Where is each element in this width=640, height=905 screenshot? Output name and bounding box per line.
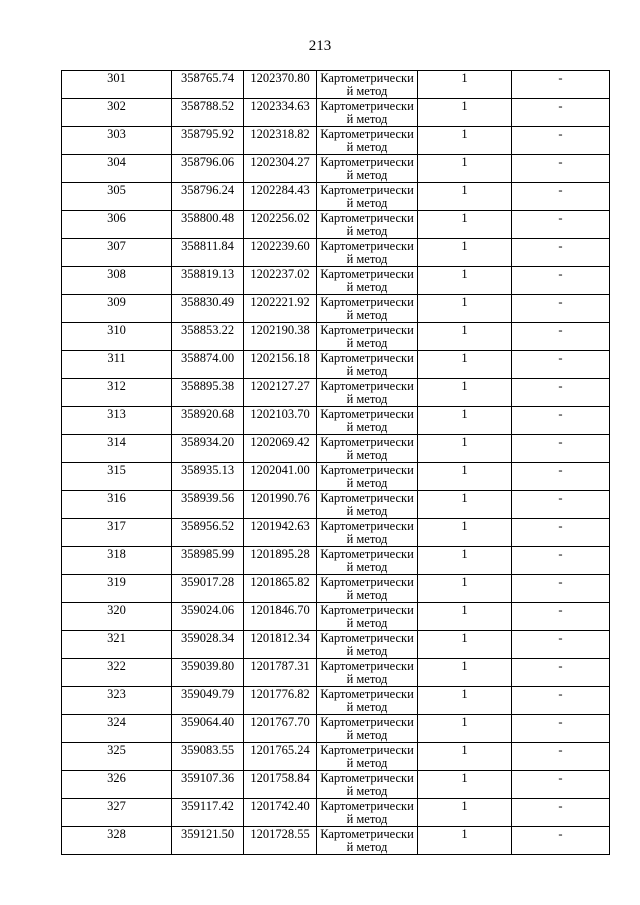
point-number: 313 (62, 407, 172, 435)
point-number: 314 (62, 435, 172, 463)
coordinates-table (61, 70, 610, 855)
accuracy-cell: 1 (418, 771, 512, 799)
point-number: 305 (62, 183, 172, 211)
coord-y: 1201758.84 (244, 771, 317, 799)
method-line-2: й метод (346, 504, 388, 518)
accuracy-cell: 1 (418, 631, 512, 659)
method-line-2: й метод (346, 532, 388, 546)
method-cell (317, 491, 418, 519)
table-row (62, 239, 610, 267)
method-line-1: Картометрически (320, 323, 414, 337)
table-row (62, 743, 610, 771)
accuracy-cell: 1 (418, 295, 512, 323)
method-line-2: й метод (346, 364, 388, 378)
coord-x: 359049.79 (172, 687, 244, 715)
coord-y: 1202221.92 (244, 295, 317, 323)
coord-y: 1201865.82 (244, 575, 317, 603)
method-line-2: й метод (346, 336, 388, 350)
point-number: 319 (62, 575, 172, 603)
coord-x: 359064.40 (172, 715, 244, 743)
note-cell: - (512, 211, 610, 239)
method-cell (317, 799, 418, 827)
method-line-2: й метод (346, 420, 388, 434)
accuracy-cell: 1 (418, 687, 512, 715)
coord-x: 358788.52 (172, 99, 244, 127)
method-line-1: Картометрически (320, 71, 414, 85)
accuracy-cell: 1 (418, 155, 512, 183)
coord-x: 358765.74 (172, 71, 244, 99)
point-number: 323 (62, 687, 172, 715)
coord-y: 1202237.02 (244, 267, 317, 295)
method-cell (317, 519, 418, 547)
table-row (62, 799, 610, 827)
coord-x: 358800.48 (172, 211, 244, 239)
page-number: 213 (308, 38, 332, 54)
method-line-2: й метод (346, 560, 388, 574)
note-cell: - (512, 771, 610, 799)
note-cell: - (512, 743, 610, 771)
point-number: 306 (62, 211, 172, 239)
point-number: 308 (62, 267, 172, 295)
note-cell: - (512, 659, 610, 687)
coord-y: 1201895.28 (244, 547, 317, 575)
coord-x: 358874.00 (172, 351, 244, 379)
accuracy-cell: 1 (418, 323, 512, 351)
accuracy-cell: 1 (418, 827, 512, 855)
table-row (62, 407, 610, 435)
coord-x: 359107.36 (172, 771, 244, 799)
method-line-2: й метод (346, 224, 388, 238)
method-line-1: Картометрически (320, 267, 414, 281)
method-line-2: й метод (346, 812, 388, 826)
point-number: 317 (62, 519, 172, 547)
note-cell: - (512, 435, 610, 463)
coord-y: 1202318.82 (244, 127, 317, 155)
accuracy-cell: 1 (418, 379, 512, 407)
note-cell: - (512, 631, 610, 659)
table-row (62, 491, 610, 519)
method-line-1: Картометрически (320, 155, 414, 169)
note-cell: - (512, 463, 610, 491)
coord-y: 1202334.63 (244, 99, 317, 127)
method-cell (317, 659, 418, 687)
method-line-1: Картометрически (320, 519, 414, 533)
coord-y: 1201776.82 (244, 687, 317, 715)
method-line-2: й метод (346, 728, 388, 742)
note-cell: - (512, 295, 610, 323)
method-cell (317, 827, 418, 855)
coord-x: 359121.50 (172, 827, 244, 855)
coord-y: 1202041.00 (244, 463, 317, 491)
point-number: 303 (62, 127, 172, 155)
method-cell (317, 379, 418, 407)
point-number: 325 (62, 743, 172, 771)
method-cell (317, 575, 418, 603)
coord-x: 359024.06 (172, 603, 244, 631)
method-line-1: Картометрически (320, 827, 414, 841)
coord-y: 1201846.70 (244, 603, 317, 631)
coord-x: 358796.06 (172, 155, 244, 183)
accuracy-cell: 1 (418, 743, 512, 771)
method-line-1: Картометрически (320, 491, 414, 505)
coord-x: 358985.99 (172, 547, 244, 575)
coord-y: 1202127.27 (244, 379, 317, 407)
table-row (62, 435, 610, 463)
method-line-2: й метод (346, 588, 388, 602)
method-cell (317, 211, 418, 239)
point-number: 312 (62, 379, 172, 407)
method-cell (317, 351, 418, 379)
coord-y: 1202304.27 (244, 155, 317, 183)
coord-y: 1201942.63 (244, 519, 317, 547)
coord-x: 358811.84 (172, 239, 244, 267)
coord-y: 1202156.18 (244, 351, 317, 379)
coord-x: 358819.13 (172, 267, 244, 295)
coord-y: 1201990.76 (244, 491, 317, 519)
method-cell (317, 463, 418, 491)
method-line-2: й метод (346, 252, 388, 266)
method-cell (317, 771, 418, 799)
method-cell (317, 99, 418, 127)
point-number: 302 (62, 99, 172, 127)
method-line-2: й метод (346, 308, 388, 322)
note-cell: - (512, 239, 610, 267)
coord-x: 359117.42 (172, 799, 244, 827)
method-cell (317, 547, 418, 575)
coord-x: 358920.68 (172, 407, 244, 435)
accuracy-cell: 1 (418, 575, 512, 603)
note-cell: - (512, 407, 610, 435)
accuracy-cell: 1 (418, 211, 512, 239)
method-cell (317, 71, 418, 99)
table-row (62, 211, 610, 239)
method-line-1: Картометрически (320, 183, 414, 197)
method-line-1: Картометрически (320, 687, 414, 701)
table-row (62, 71, 610, 99)
coord-x: 358830.49 (172, 295, 244, 323)
coord-x: 358796.24 (172, 183, 244, 211)
coord-x: 359017.28 (172, 575, 244, 603)
accuracy-cell: 1 (418, 267, 512, 295)
table-row (62, 687, 610, 715)
coord-x: 359028.34 (172, 631, 244, 659)
method-line-1: Картометрически (320, 295, 414, 309)
method-line-2: й метод (346, 112, 388, 126)
coord-x: 358934.20 (172, 435, 244, 463)
accuracy-cell: 1 (418, 407, 512, 435)
coord-y: 1202256.02 (244, 211, 317, 239)
coord-x: 358939.56 (172, 491, 244, 519)
coord-y: 1201767.70 (244, 715, 317, 743)
accuracy-cell: 1 (418, 435, 512, 463)
method-line-1: Картометрически (320, 435, 414, 449)
table-row (62, 771, 610, 799)
method-line-2: й метод (346, 448, 388, 462)
point-number: 301 (62, 71, 172, 99)
coord-y: 1201765.24 (244, 743, 317, 771)
coord-x: 358895.38 (172, 379, 244, 407)
method-cell (317, 715, 418, 743)
method-cell (317, 267, 418, 295)
method-cell (317, 239, 418, 267)
method-line-2: й метод (346, 700, 388, 714)
coord-y: 1202190.38 (244, 323, 317, 351)
method-line-2: й метод (346, 280, 388, 294)
note-cell: - (512, 603, 610, 631)
method-cell (317, 183, 418, 211)
point-number: 318 (62, 547, 172, 575)
coord-y: 1201812.34 (244, 631, 317, 659)
table-row (62, 127, 610, 155)
method-line-1: Картометрически (320, 239, 414, 253)
point-number: 316 (62, 491, 172, 519)
note-cell: - (512, 379, 610, 407)
accuracy-cell: 1 (418, 491, 512, 519)
method-line-2: й метод (346, 84, 388, 98)
method-line-1: Картометрически (320, 99, 414, 113)
method-line-1: Картометрически (320, 379, 414, 393)
note-cell: - (512, 519, 610, 547)
method-line-2: й метод (346, 168, 388, 182)
point-number: 328 (62, 827, 172, 855)
accuracy-cell: 1 (418, 127, 512, 155)
point-number: 324 (62, 715, 172, 743)
coord-y: 1202284.43 (244, 183, 317, 211)
method-line-1: Картометрически (320, 463, 414, 477)
method-cell (317, 127, 418, 155)
accuracy-cell: 1 (418, 463, 512, 491)
accuracy-cell: 1 (418, 603, 512, 631)
coord-y: 1202239.60 (244, 239, 317, 267)
method-cell (317, 407, 418, 435)
coord-y: 1201742.40 (244, 799, 317, 827)
method-cell (317, 155, 418, 183)
coord-x: 359083.55 (172, 743, 244, 771)
accuracy-cell: 1 (418, 547, 512, 575)
method-line-2: й метод (346, 784, 388, 798)
point-number: 320 (62, 603, 172, 631)
point-number: 310 (62, 323, 172, 351)
table-row (62, 603, 610, 631)
method-line-2: й метод (346, 644, 388, 658)
note-cell: - (512, 491, 610, 519)
method-line-1: Картометрически (320, 407, 414, 421)
method-line-1: Картометрически (320, 211, 414, 225)
coord-y: 1202103.70 (244, 407, 317, 435)
table-row (62, 351, 610, 379)
table-row (62, 379, 610, 407)
note-cell: - (512, 351, 610, 379)
accuracy-cell: 1 (418, 659, 512, 687)
method-line-1: Картометрически (320, 547, 414, 561)
table-row (62, 575, 610, 603)
table-row (62, 323, 610, 351)
point-number: 304 (62, 155, 172, 183)
accuracy-cell: 1 (418, 239, 512, 267)
method-cell (317, 687, 418, 715)
method-line-2: й метод (346, 756, 388, 770)
note-cell: - (512, 575, 610, 603)
method-line-2: й метод (346, 140, 388, 154)
method-line-2: й метод (346, 476, 388, 490)
method-cell (317, 435, 418, 463)
coord-y: 1202069.42 (244, 435, 317, 463)
note-cell: - (512, 183, 610, 211)
coord-x: 358935.13 (172, 463, 244, 491)
method-line-1: Картометрически (320, 127, 414, 141)
coord-x: 358853.22 (172, 323, 244, 351)
point-number: 309 (62, 295, 172, 323)
accuracy-cell: 1 (418, 71, 512, 99)
method-cell (317, 603, 418, 631)
note-cell: - (512, 155, 610, 183)
method-line-1: Картометрически (320, 743, 414, 757)
table-row (62, 99, 610, 127)
coord-y: 1201787.31 (244, 659, 317, 687)
note-cell: - (512, 827, 610, 855)
accuracy-cell: 1 (418, 183, 512, 211)
table-row (62, 295, 610, 323)
method-cell (317, 323, 418, 351)
table-row (62, 547, 610, 575)
accuracy-cell: 1 (418, 351, 512, 379)
note-cell: - (512, 687, 610, 715)
note-cell: - (512, 127, 610, 155)
point-number: 315 (62, 463, 172, 491)
method-line-1: Картометрически (320, 631, 414, 645)
method-cell (317, 295, 418, 323)
point-number: 322 (62, 659, 172, 687)
coord-x: 358956.52 (172, 519, 244, 547)
method-cell (317, 743, 418, 771)
method-line-2: й метод (346, 616, 388, 630)
note-cell: - (512, 715, 610, 743)
table-row (62, 183, 610, 211)
table-row (62, 519, 610, 547)
point-number: 326 (62, 771, 172, 799)
note-cell: - (512, 799, 610, 827)
table-row (62, 631, 610, 659)
table-row (62, 659, 610, 687)
note-cell: - (512, 547, 610, 575)
method-line-2: й метод (346, 840, 388, 854)
coord-x: 359039.80 (172, 659, 244, 687)
method-line-1: Картометрически (320, 799, 414, 813)
table-row (62, 267, 610, 295)
note-cell: - (512, 267, 610, 295)
method-line-1: Картометрически (320, 715, 414, 729)
method-line-1: Картометрически (320, 603, 414, 617)
point-number: 311 (62, 351, 172, 379)
coord-x: 358795.92 (172, 127, 244, 155)
method-line-2: й метод (346, 672, 388, 686)
method-line-1: Картометрически (320, 575, 414, 589)
table-body (62, 71, 610, 855)
note-cell: - (512, 99, 610, 127)
point-number: 321 (62, 631, 172, 659)
method-line-2: й метод (346, 392, 388, 406)
accuracy-cell: 1 (418, 519, 512, 547)
accuracy-cell: 1 (418, 715, 512, 743)
table-row (62, 715, 610, 743)
method-line-2: й метод (346, 196, 388, 210)
table-row (62, 827, 610, 855)
point-number: 307 (62, 239, 172, 267)
method-line-1: Картометрически (320, 351, 414, 365)
method-cell (317, 631, 418, 659)
note-cell: - (512, 323, 610, 351)
table-row (62, 463, 610, 491)
coord-y: 1202370.80 (244, 71, 317, 99)
point-number: 327 (62, 799, 172, 827)
table-row (62, 155, 610, 183)
coord-y: 1201728.55 (244, 827, 317, 855)
accuracy-cell: 1 (418, 799, 512, 827)
accuracy-cell: 1 (418, 99, 512, 127)
method-line-1: Картометрически (320, 659, 414, 673)
method-line-1: Картометрически (320, 771, 414, 785)
note-cell: - (512, 71, 610, 99)
